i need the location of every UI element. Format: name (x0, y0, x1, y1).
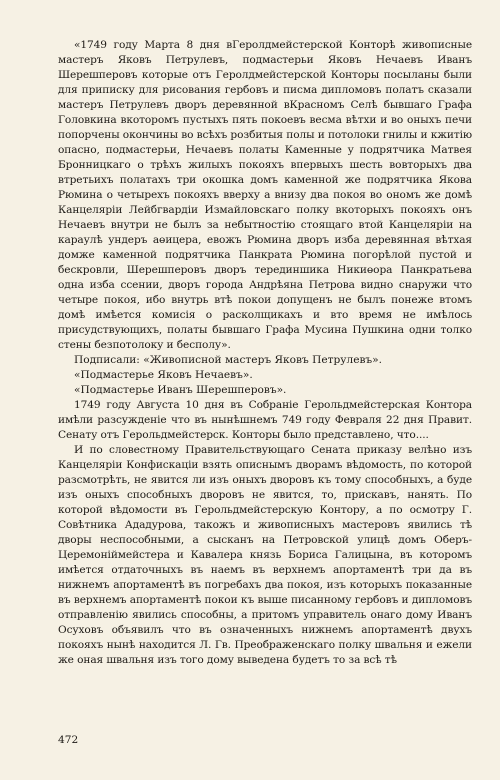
signature-line: «Подмастерье Иванъ Шерешперовъ». (74, 384, 287, 396)
signature-line: Подписали: «Живописной мастеръ Яковъ Петрулевъ». (74, 354, 383, 366)
paragraph: 1749 году Августа 10 дня въ Собранiе Герольдмейстерская Контора имѣли разсужденiе что въ нынѣшнемъ 749 году Февраля 22 дня Правит. Сенату отъ Герольдмейстерск. Конторы было представлено, что.... (58, 399, 472, 441)
signature-line: «Подмастерье Яковъ Нечаевъ». (74, 369, 253, 381)
paragraph: И по словестному Правительствующаго Сената приказу велѣно изъ Канцелярiи Конфискацiи взять описнымъ дворамъ вѣдомость, по которой разсмотрѣть, не явится ли изъ оныхъ дворовъ къ тому способныхъ, а буде изъ оныхъ способныхъ дворовъ не явится, то, прискавъ, нанять. По которой вѣдомости въ Герольдмейстерскую Контору, а по осмотру Г. Совѣтника Ададурова, такожъ и живописныхъ мастеровъ явились тѣ дворы неспособными, а сысканъ на Петровской улицѣ домъ Оберъ-Церемонiймейстера и Кавалера князь Бориса Галицына, въ которомъ имѣется отдаточныхъ въ наемъ въ верхнемъ апортаментѣ три да въ нижнемъ апортаментѣ въ погребахъ два покоя, изъ которыхъ показанные въ верхнемъ апортаментѣ покои къ выше писанному гербовъ и дипломовъ отправленiю явились способны, а притомъ управитель онаго дому Иванъ Осуховъ объявилъ что въ означенныхъ нижнемъ апортаментѣ двухъ покояхъ нынѣ находится Л. Гв. Преображенскаго полку швальня и ежели же оная швальня изъ того дому выведена будетъ то за всѣ тѣ (58, 444, 472, 666)
page-number: 472 (58, 734, 79, 746)
paragraph: «1749 году Марта 8 дня вГеролдмейстерской Конторѣ живописные мастеръ Яковъ Петрулевъ, подмастерьи Яковъ Нечаевъ Иванъ Шерешперовъ которые отъ Геролдмейстерской Конторы посыланы были для приписку для рисования гербовъ и писма дипломовъ полатъ сказали мастеръ Петрулевъ дворъ деревянной вКрасномъ Селѣ бывшаго Графа Головкина вкоторомъ пустыхъ пять покоевъ весма вѣтхи и во оныхъ печи попорчены окончины во всѣхъ розбитыя полы и потолоки гнилы и кжитiю опасно, подмастерьи, Нечаевъ полаты Каменные у подрятчика Матвея Бронницкаго о трѣхъ жилыхъ покояхъ впервыхъ шесть вовторыхъ два втретьихъ полатахъ три окошка домъ каменной же подрятчика Якова Рюмина о четырехъ покояхъ вверху а внизу два покоя во ономъ же домѣ Канцелярiи Лейбгвардiи Измайловскаго полку вкоторыхъ покояхъ онъ Нечаевъ внутри не былъ за небытностiю стоящаго втой Канцелярiи на караулѣ ундеръ аөицера, евожъ Рюмина дворъ изба деревянная вѣтхая домже каменной подрятчика Панкрата Рюмина погорѣлой пустой и бескровли, Шерешперовъ дворъ терединшика Никиөора Панкратьева одна изба ссении, дворъ города Андрѣяна Петрова видно снаружи что четыре покоя, ибо внутрь втѣ покои допущенъ не былъ понеже втомъ домѣ имѣется комисiя о расколщикахъ и вто время не имѣлось присудствующихъ, полаты бывшаго Графа Мусина Пушкина одни толко стены безпотолоку и бесполу». (58, 39, 473, 351)
